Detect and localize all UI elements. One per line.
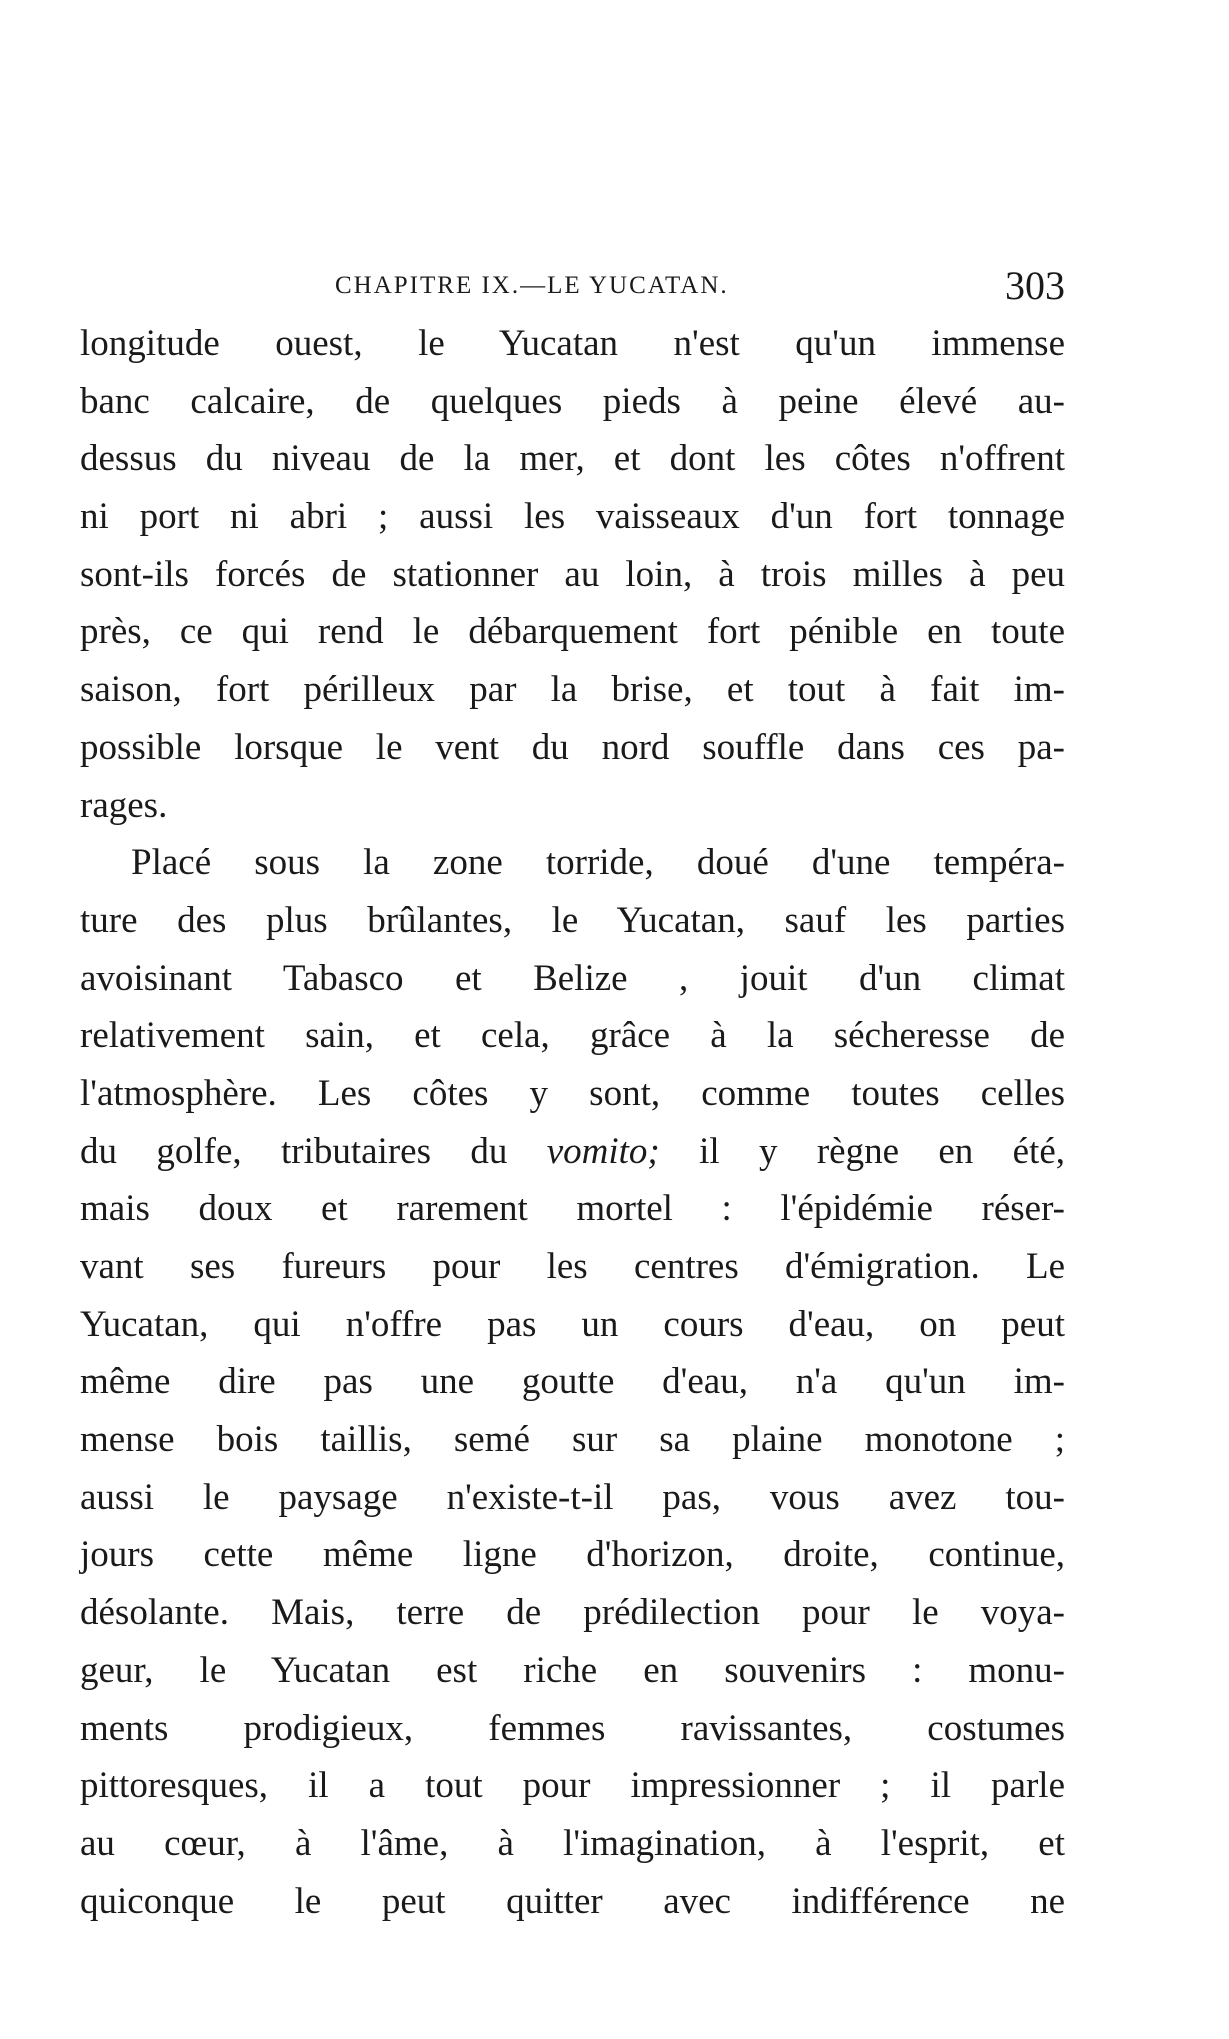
text-line: aussi le paysage n'existe-t-il pas, vous avez tou- bbox=[80, 1476, 1065, 1518]
text-line: banc calcaire, de quelques pieds à peine élevé au- bbox=[80, 380, 1065, 422]
text-segment: il y règne en été, bbox=[659, 1130, 1065, 1172]
text-line: désolante. Mais, terre de prédilection pour le voya- bbox=[80, 1592, 1065, 1634]
text-line: dessus du niveau de la mer, et dont les côtes n'offrent bbox=[80, 438, 1065, 480]
text-line: avoisinant Tabasco et Belize , jouit d'un climat bbox=[80, 957, 1065, 999]
text-line: longitude ouest, le Yucatan n'est qu'un immense bbox=[80, 323, 1065, 364]
page-number: 303 bbox=[1005, 263, 1065, 308]
paragraph-start-line: Placé sous la zone torride, doué d'une tempéra- bbox=[131, 842, 1065, 884]
text-line: Yucatan, qui n'offre pas un cours d'eau, on peut bbox=[80, 1303, 1065, 1345]
text-line: vant ses fureurs pour les centres d'émigration. Le bbox=[80, 1246, 1065, 1287]
text-line: rages. bbox=[80, 784, 168, 826]
running-header bbox=[80, 262, 1065, 312]
text-line: ni port ni abri ; aussi les vaisseaux d'un fort tonnage bbox=[80, 496, 1065, 538]
text-line: geur, le Yucatan est riche en souvenirs : monu- bbox=[80, 1649, 1065, 1691]
text-line: possible lorsque le vent du nord souffle dans ces pa- bbox=[80, 726, 1065, 768]
text-line: l'atmosphère. Les côtes y sont, comme toutes celles bbox=[80, 1072, 1065, 1114]
chapter-title: CHAPITRE IX.—LE YUCATAN. bbox=[335, 272, 729, 299]
text-line: saison, fort périlleux par la brise, et tout à fait im- bbox=[80, 669, 1065, 711]
text-line: mense bois taillis, semé sur sa plaine monotone ; bbox=[80, 1419, 1065, 1461]
text-line: ments prodigieux, femmes ravissantes, costumes bbox=[80, 1707, 1065, 1749]
text-line: relativement sain, et cela, grâce à la sécheresse de bbox=[80, 1015, 1065, 1057]
text-line: ture des plus brûlantes, le Yucatan, sauf les parties bbox=[80, 899, 1065, 941]
text-line: mais doux et rarement mortel : l'épidémie réser- bbox=[80, 1188, 1065, 1230]
text-line-with-italic bbox=[80, 1123, 1065, 1181]
text-line: même dire pas une goutte d'eau, n'a qu'un im- bbox=[80, 1361, 1065, 1403]
text-line: quiconque le peut quitter avec indifférence ne bbox=[80, 1880, 1065, 1922]
text-line: pittoresques, il a tout pour impressionner ; il parle bbox=[80, 1765, 1065, 1807]
text-line: au cœur, à l'âme, à l'imagination, à l'esprit, et bbox=[80, 1822, 1065, 1864]
italic-word: vomito; bbox=[546, 1130, 660, 1172]
text-line: sont-ils forcés de stationner au loin, à trois milles à peu bbox=[80, 553, 1065, 595]
text-segment: du golfe, tributaires du bbox=[80, 1130, 547, 1172]
body-text bbox=[80, 315, 1065, 1930]
text-line: jours cette même ligne d'horizon, droite, continue, bbox=[80, 1534, 1065, 1576]
text-line: près, ce qui rend le débarquement fort pénible en toute bbox=[80, 611, 1065, 653]
